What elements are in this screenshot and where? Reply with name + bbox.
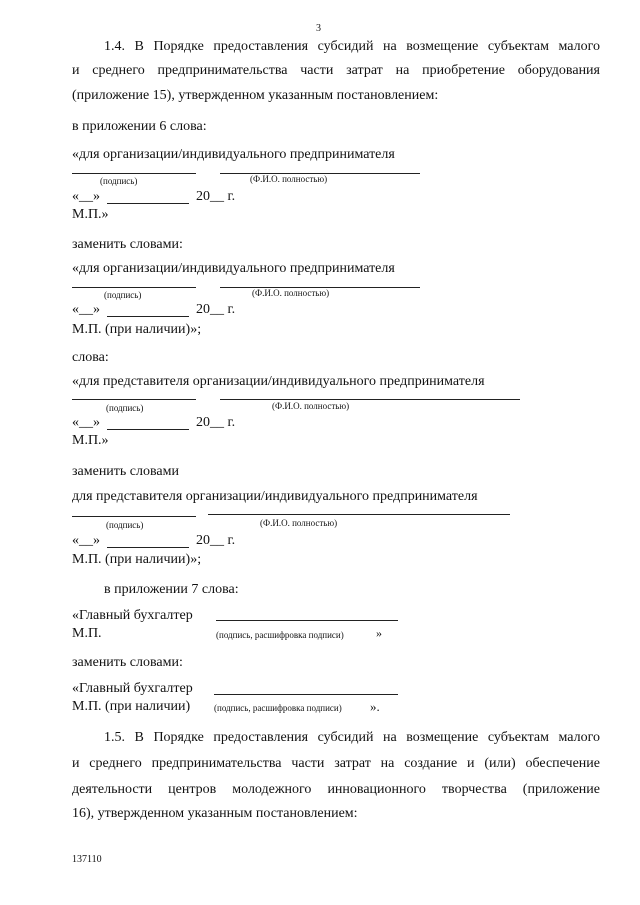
- block1-date-line: [107, 203, 189, 204]
- block2-date-open: «__»: [72, 302, 100, 317]
- block1-date-year: 20__ г.: [196, 189, 236, 204]
- block5-signature-label: (подпись, расшифровка подписи): [216, 630, 344, 640]
- words-label: слова:: [72, 350, 109, 365]
- replace2: заменить словами: [72, 464, 179, 479]
- block3-mp: М.П.»: [72, 433, 109, 448]
- block3-fio-line: [220, 399, 520, 400]
- block1-fio-label: (Ф.И.О. полностью): [250, 174, 328, 184]
- section-1-4-line-2: и среднего предпринимательства части затрат на приобретение оборудования: [72, 63, 600, 78]
- block3-signature-label: (подпись): [106, 403, 144, 413]
- block2-date-line: [107, 316, 189, 317]
- block4-fio-line: [208, 514, 510, 515]
- section-1-5-line-1: 1.5. В Порядке предоставления субсидий на возмещение субъектам малого: [104, 730, 600, 745]
- annex7-intro: в приложении 7 слова:: [104, 582, 239, 597]
- block2-fio-label: (Ф.И.О. полностью): [252, 288, 330, 298]
- block3-heading: «для представителя организации/индивидуального предпринимателя: [72, 374, 485, 389]
- block3-date-line: [107, 429, 189, 430]
- block6-signature-label: (подпись, расшифровка подписи): [214, 703, 342, 713]
- block2-signature-label: (подпись): [104, 290, 142, 300]
- block4-date-year: 20__ г.: [196, 533, 236, 548]
- block5-mp: М.П.: [72, 626, 102, 641]
- block4-date-open: «__»: [72, 533, 100, 548]
- block3-signature-line: [72, 399, 196, 400]
- block5-signature-line: [216, 620, 398, 621]
- block1-signature-line: [72, 173, 196, 174]
- block2-mp: М.П. (при наличии)»;: [72, 322, 202, 337]
- block4-date-line: [107, 547, 189, 548]
- page-number: 3: [316, 23, 321, 34]
- block3-fio-label: (Ф.И.О. полностью): [272, 401, 350, 411]
- block4-heading: для представителя организации/индивидуального предпринимателя: [72, 489, 478, 504]
- block5-label: «Главный бухгалтер: [72, 608, 193, 623]
- block6-signature-line: [214, 694, 398, 695]
- replace3: заменить словами:: [72, 655, 183, 670]
- block6-close: ».: [370, 699, 380, 714]
- replace1: заменить словами:: [72, 237, 183, 252]
- block3-date-open: «__»: [72, 415, 100, 430]
- block5-close: »: [376, 626, 382, 640]
- block4-mp: М.П. (при наличии)»;: [72, 552, 202, 567]
- block1-mp: М.П.»: [72, 207, 109, 222]
- section-1-5-line-4: 16), утвержденном указанным постановлением:: [72, 806, 358, 821]
- section-1-4-line-1: 1.4. В Порядке предоставления субсидий на возмещение субъектам малого: [104, 39, 600, 54]
- annex6-intro: в приложении 6 слова:: [72, 119, 207, 134]
- block6-mp: М.П. (при наличии): [72, 699, 191, 714]
- footer-code: 137110: [72, 854, 102, 865]
- block4-signature-line: [72, 516, 196, 517]
- block2-signature-line: [72, 287, 196, 288]
- block2-heading: «для организации/индивидуального предпринимателя: [72, 261, 395, 276]
- section-1-4-line-3: (приложение 15), утвержденном указанным постановлением:: [72, 88, 439, 103]
- block1-heading: «для организации/индивидуального предпринимателя: [72, 147, 395, 162]
- block3-date-year: 20__ г.: [196, 415, 236, 430]
- block4-signature-label: (подпись): [106, 520, 144, 530]
- block6-label: «Главный бухгалтер: [72, 681, 193, 696]
- section-1-5-line-2: и среднего предпринимательства части затрат на создание и (или) обеспечение: [72, 756, 600, 771]
- block1-signature-label: (подпись): [100, 176, 138, 186]
- block4-fio-label: (Ф.И.О. полностью): [260, 518, 338, 528]
- section-1-5-line-3: деятельности центров молодежного инновационного творчества (приложение: [72, 782, 600, 797]
- block2-date-year: 20__ г.: [196, 302, 236, 317]
- block1-date-open: «__»: [72, 189, 100, 204]
